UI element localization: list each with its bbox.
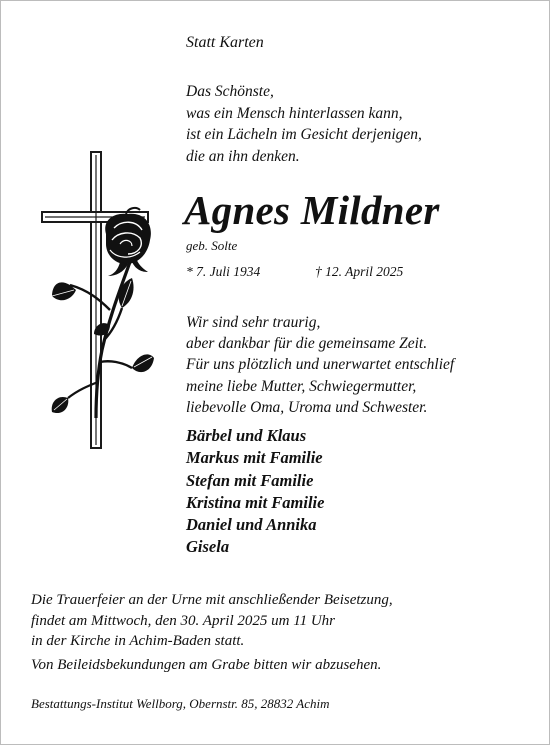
mourner: Daniel und Annika: [186, 515, 317, 535]
ceremony-info: [31, 590, 393, 652]
deceased-name: Agnes Mildner: [184, 187, 440, 233]
mourner: Kristina mit Familie: [186, 492, 325, 512]
poem: [186, 81, 422, 167]
birth-date: * 7. Juli 1934: [186, 264, 261, 279]
message-line: Wir sind sehr traurig,: [186, 314, 321, 331]
message: [186, 312, 454, 418]
ceremony-line: Die Trauerfeier an der Urne mit anschließender Beisetzung,: [31, 592, 393, 608]
mourner: Markus mit Familie: [186, 448, 323, 468]
poem-line: was ein Mensch hinterlassen kann,: [186, 104, 403, 122]
mourner: Bärbel und Klaus: [186, 426, 307, 445]
mourners-list: [186, 425, 324, 559]
poem-line: Das Schönste,: [186, 83, 274, 100]
ceremony-line: in der Kirche in Achim-Baden statt.: [31, 633, 245, 649]
cross-with-rose-icon: [40, 150, 156, 450]
message-line: Für uns plötzlich und unerwartet entschlief: [186, 356, 455, 374]
header-statt-karten: Statt Karten: [186, 34, 264, 51]
mourner: Stefan mit Familie: [186, 470, 314, 490]
funeral-home-footer: Bestattungs-Institut Wellborg, Obernstr. 85, 28832 Achim: [31, 696, 330, 711]
ceremony-line: findet am Mittwoch, den 30. April 2025 um 11 Uhr: [31, 612, 336, 629]
maiden-name: geb. Solte: [186, 238, 238, 253]
message-line: meine liebe Mutter, Schwiegermutter,: [186, 377, 417, 395]
message-line: aber dankbar für die gemeinsame Zeit.: [186, 335, 428, 353]
mourner: Gisela: [186, 537, 230, 557]
cross-with-rose-icon: [40, 150, 156, 450]
condolence-note: Von Beileidsbekundungen am Grabe bitten wir abzusehen.: [31, 657, 382, 673]
poem-line: die an ihn denken.: [186, 147, 300, 165]
message-line: liebevolle Oma, Uroma und Schwester.: [186, 398, 428, 416]
poem-line: ist ein Lächeln im Gesicht derjenigen,: [186, 126, 422, 143]
death-date: † 12. April 2025: [315, 264, 404, 279]
